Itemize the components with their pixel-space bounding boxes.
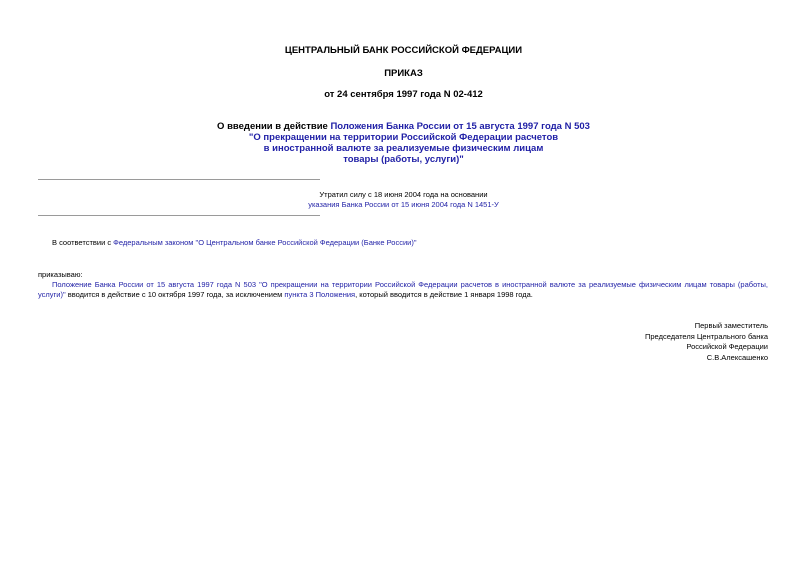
title-prefix: О введении в действие	[217, 121, 331, 132]
signer-name: С.В.Алексашенко	[706, 352, 768, 362]
federal-law-link[interactable]: Федеральным законом "О Центральном банке Российской Федерации (Банке России)"	[113, 238, 417, 247]
order-word: приказываю:	[38, 270, 83, 279]
regulation-link[interactable]: Положение Банка России от 15 августа 1997 года N 503 "О прекращении на территории Российской Федерации расчетов в иностранной валюте за реализуемые физическим лицам товары (работы, услуги)"	[38, 280, 768, 299]
basis-paragraph	[52, 238, 417, 248]
repeal-note	[0, 190, 807, 210]
doc-date-number: от 24 сентября 1997 года N 02-412	[324, 89, 483, 100]
title-regulation-link[interactable]: Положения Банка России от 15 августа 1997 года N 503	[330, 121, 590, 132]
title-link-line3[interactable]: в иностранной валюте за реализуемые физическим лицам	[263, 143, 544, 154]
title-link-line4[interactable]: товары (работы, услуги)"	[343, 154, 464, 165]
divider-bottom	[38, 215, 320, 216]
order-text-end: , который вводится в действие 1 января 1998 года.	[355, 290, 533, 299]
repeal-link[interactable]: указания Банка России от 15 июня 2004 года N 1451-У	[308, 200, 499, 209]
divider-top	[38, 179, 320, 180]
order-paragraph	[38, 280, 768, 300]
signature-block	[645, 321, 768, 363]
basis-prefix: В соответствии с	[52, 238, 114, 247]
order-text-mid: вводится в действие с 10 октября 1997 года, за исключением	[67, 290, 285, 299]
org-name: ЦЕНТРАЛЬНЫЙ БАНК РОССИЙСКОЙ ФЕДЕРАЦИИ	[284, 45, 523, 56]
clause-3-link[interactable]: пункта 3 Положения	[284, 290, 356, 299]
title-link-line2[interactable]: "О прекращении на территории Российской Федерации расчетов	[248, 132, 559, 143]
signer-position-line3: Российской Федерации	[686, 342, 768, 351]
doc-type: ПРИКАЗ	[384, 68, 423, 79]
signer-position-line2: Председателя Центрального банка	[645, 331, 768, 341]
repeal-text: Утратил силу с 18 июня 2004 года на основании	[319, 190, 488, 199]
signer-position-line1: Первый заместитель	[694, 321, 768, 330]
